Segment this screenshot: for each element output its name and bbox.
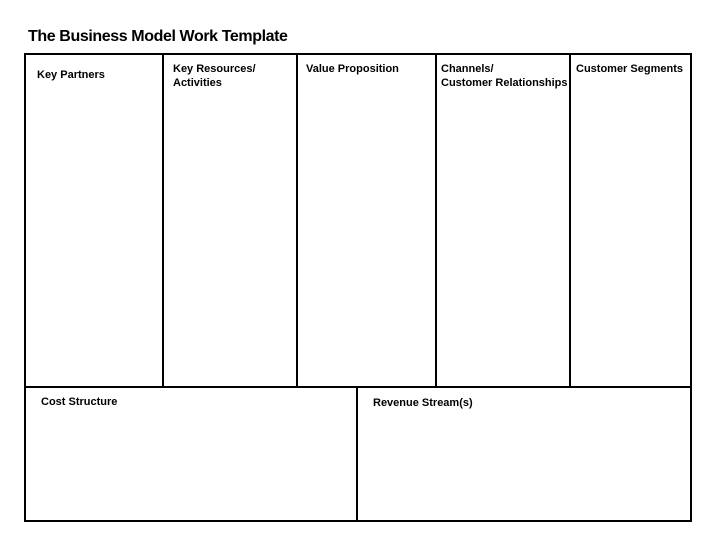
channels-label-line1: Channels/ <box>441 63 494 75</box>
channels-block[interactable] <box>437 55 569 386</box>
customer-segments-block[interactable] <box>571 55 690 386</box>
key-resources-block[interactable] <box>164 55 296 386</box>
value-proposition-label: Value Proposition <box>306 63 399 75</box>
cost-structure-label: Cost Structure <box>41 396 118 408</box>
customer-segments-label: Customer Segments <box>576 63 683 75</box>
key-partners-label: Key Partners <box>37 69 105 81</box>
revenue-streams-block[interactable] <box>358 388 690 520</box>
frame-right-border <box>690 53 692 522</box>
key-partners-block[interactable] <box>26 55 162 386</box>
value-proposition-block[interactable] <box>298 55 435 386</box>
page-title: The Business Model Work Template <box>28 28 288 45</box>
cost-structure-block[interactable] <box>26 388 356 520</box>
key-resources-label-line1: Key Resources/ <box>173 63 256 75</box>
key-resources-label-line2: Activities <box>173 77 222 89</box>
frame-bottom-border <box>24 520 692 522</box>
channels-label-line2: Customer Relationships <box>441 77 568 89</box>
revenue-streams-label: Revenue Stream(s) <box>373 397 473 409</box>
